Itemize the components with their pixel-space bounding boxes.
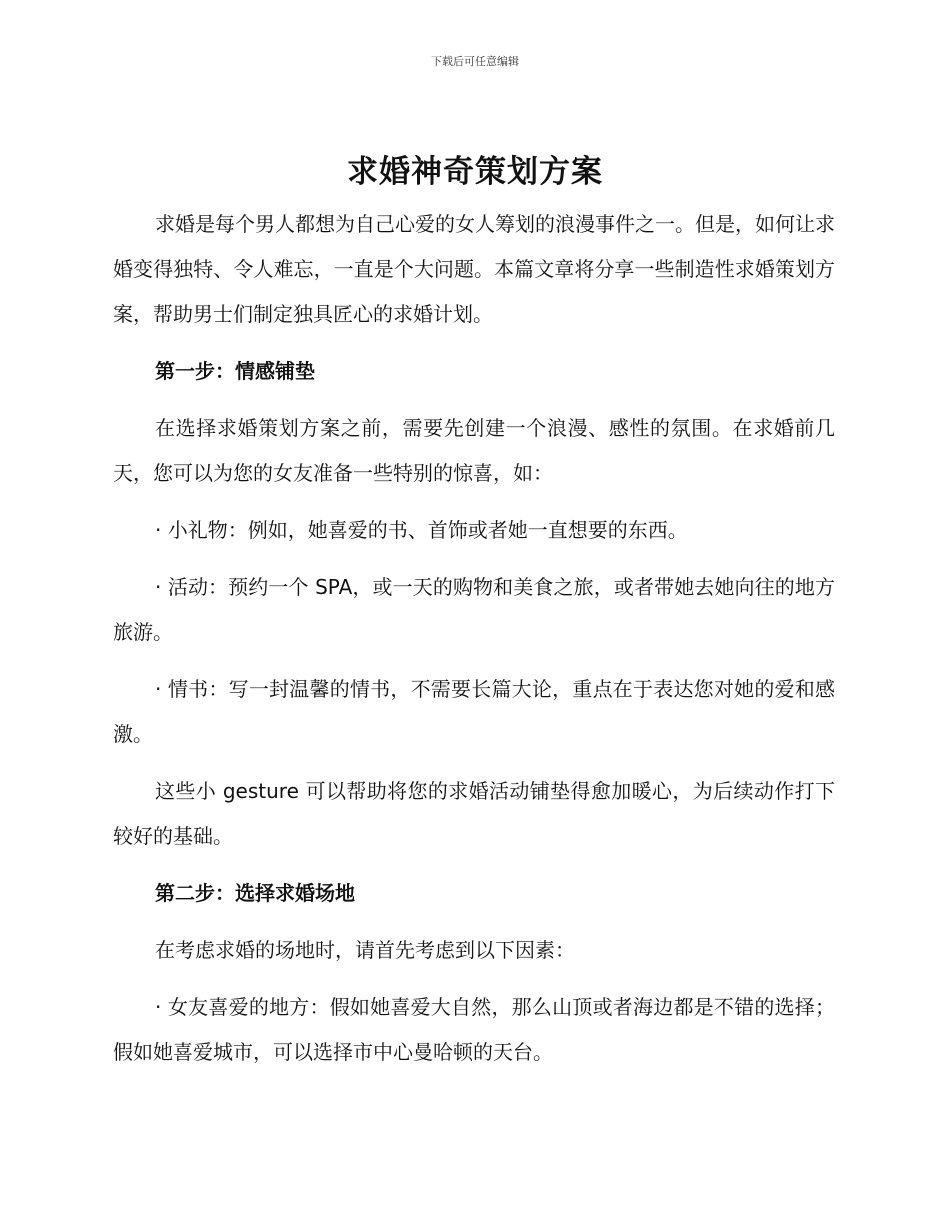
page-header-note: 下载后可任意编辑 bbox=[431, 55, 519, 68]
list-item-love-letter: · 情书：写一封温馨的情书，不需要长篇大论，重点在于表达您对她的爱和感激。 bbox=[113, 677, 835, 746]
list-item-gift: · 小礼物：例如，她喜爱的书、首饰或者她一直想要的东西。 bbox=[155, 518, 688, 542]
list-item-favorite-place: · 女友喜爱的地方：假如她喜爱大自然，那么山顶或者海边都是不错的选择；假如她喜爱城市，可以选择市中心曼哈顿的天台。 bbox=[113, 995, 835, 1064]
step-2-paragraph: 在考虑求婚的场地时，请首先考虑到以下因素： bbox=[155, 938, 575, 962]
step-1-paragraph: 在选择求婚策划方案之前，需要先创建一个浪漫、感性的氛围。在求婚前几天，您可以为您的女友准备一些特别的惊喜，如： bbox=[113, 416, 835, 485]
document-title: 求婚神奇策划方案 bbox=[347, 154, 603, 190]
step-1-summary-paragraph: 这些小 gesture 可以帮助将您的求婚活动铺垫得愈加暖心，为后续动作打下较好的基础。 bbox=[113, 779, 835, 848]
section-heading-step-2: 第二步：选择求婚场地 bbox=[155, 881, 355, 905]
list-item-activity: · 活动：预约一个 SPA，或一天的购物和美食之旅，或者带她去她向往的地方旅游。 bbox=[113, 575, 835, 644]
document-body bbox=[113, 202, 835, 1087]
intro-paragraph: 求婚是每个男人都想为自己心爱的女人筹划的浪漫事件之一。但是，如何让求婚变得独特、令人难忘，一直是个大问题。本篇文章将分享一些制造性求婚策划方案，帮助男士们制定独具匠心的求婚计划。 bbox=[113, 212, 835, 326]
section-heading-step-1: 第一步：情感铺垫 bbox=[155, 359, 315, 383]
